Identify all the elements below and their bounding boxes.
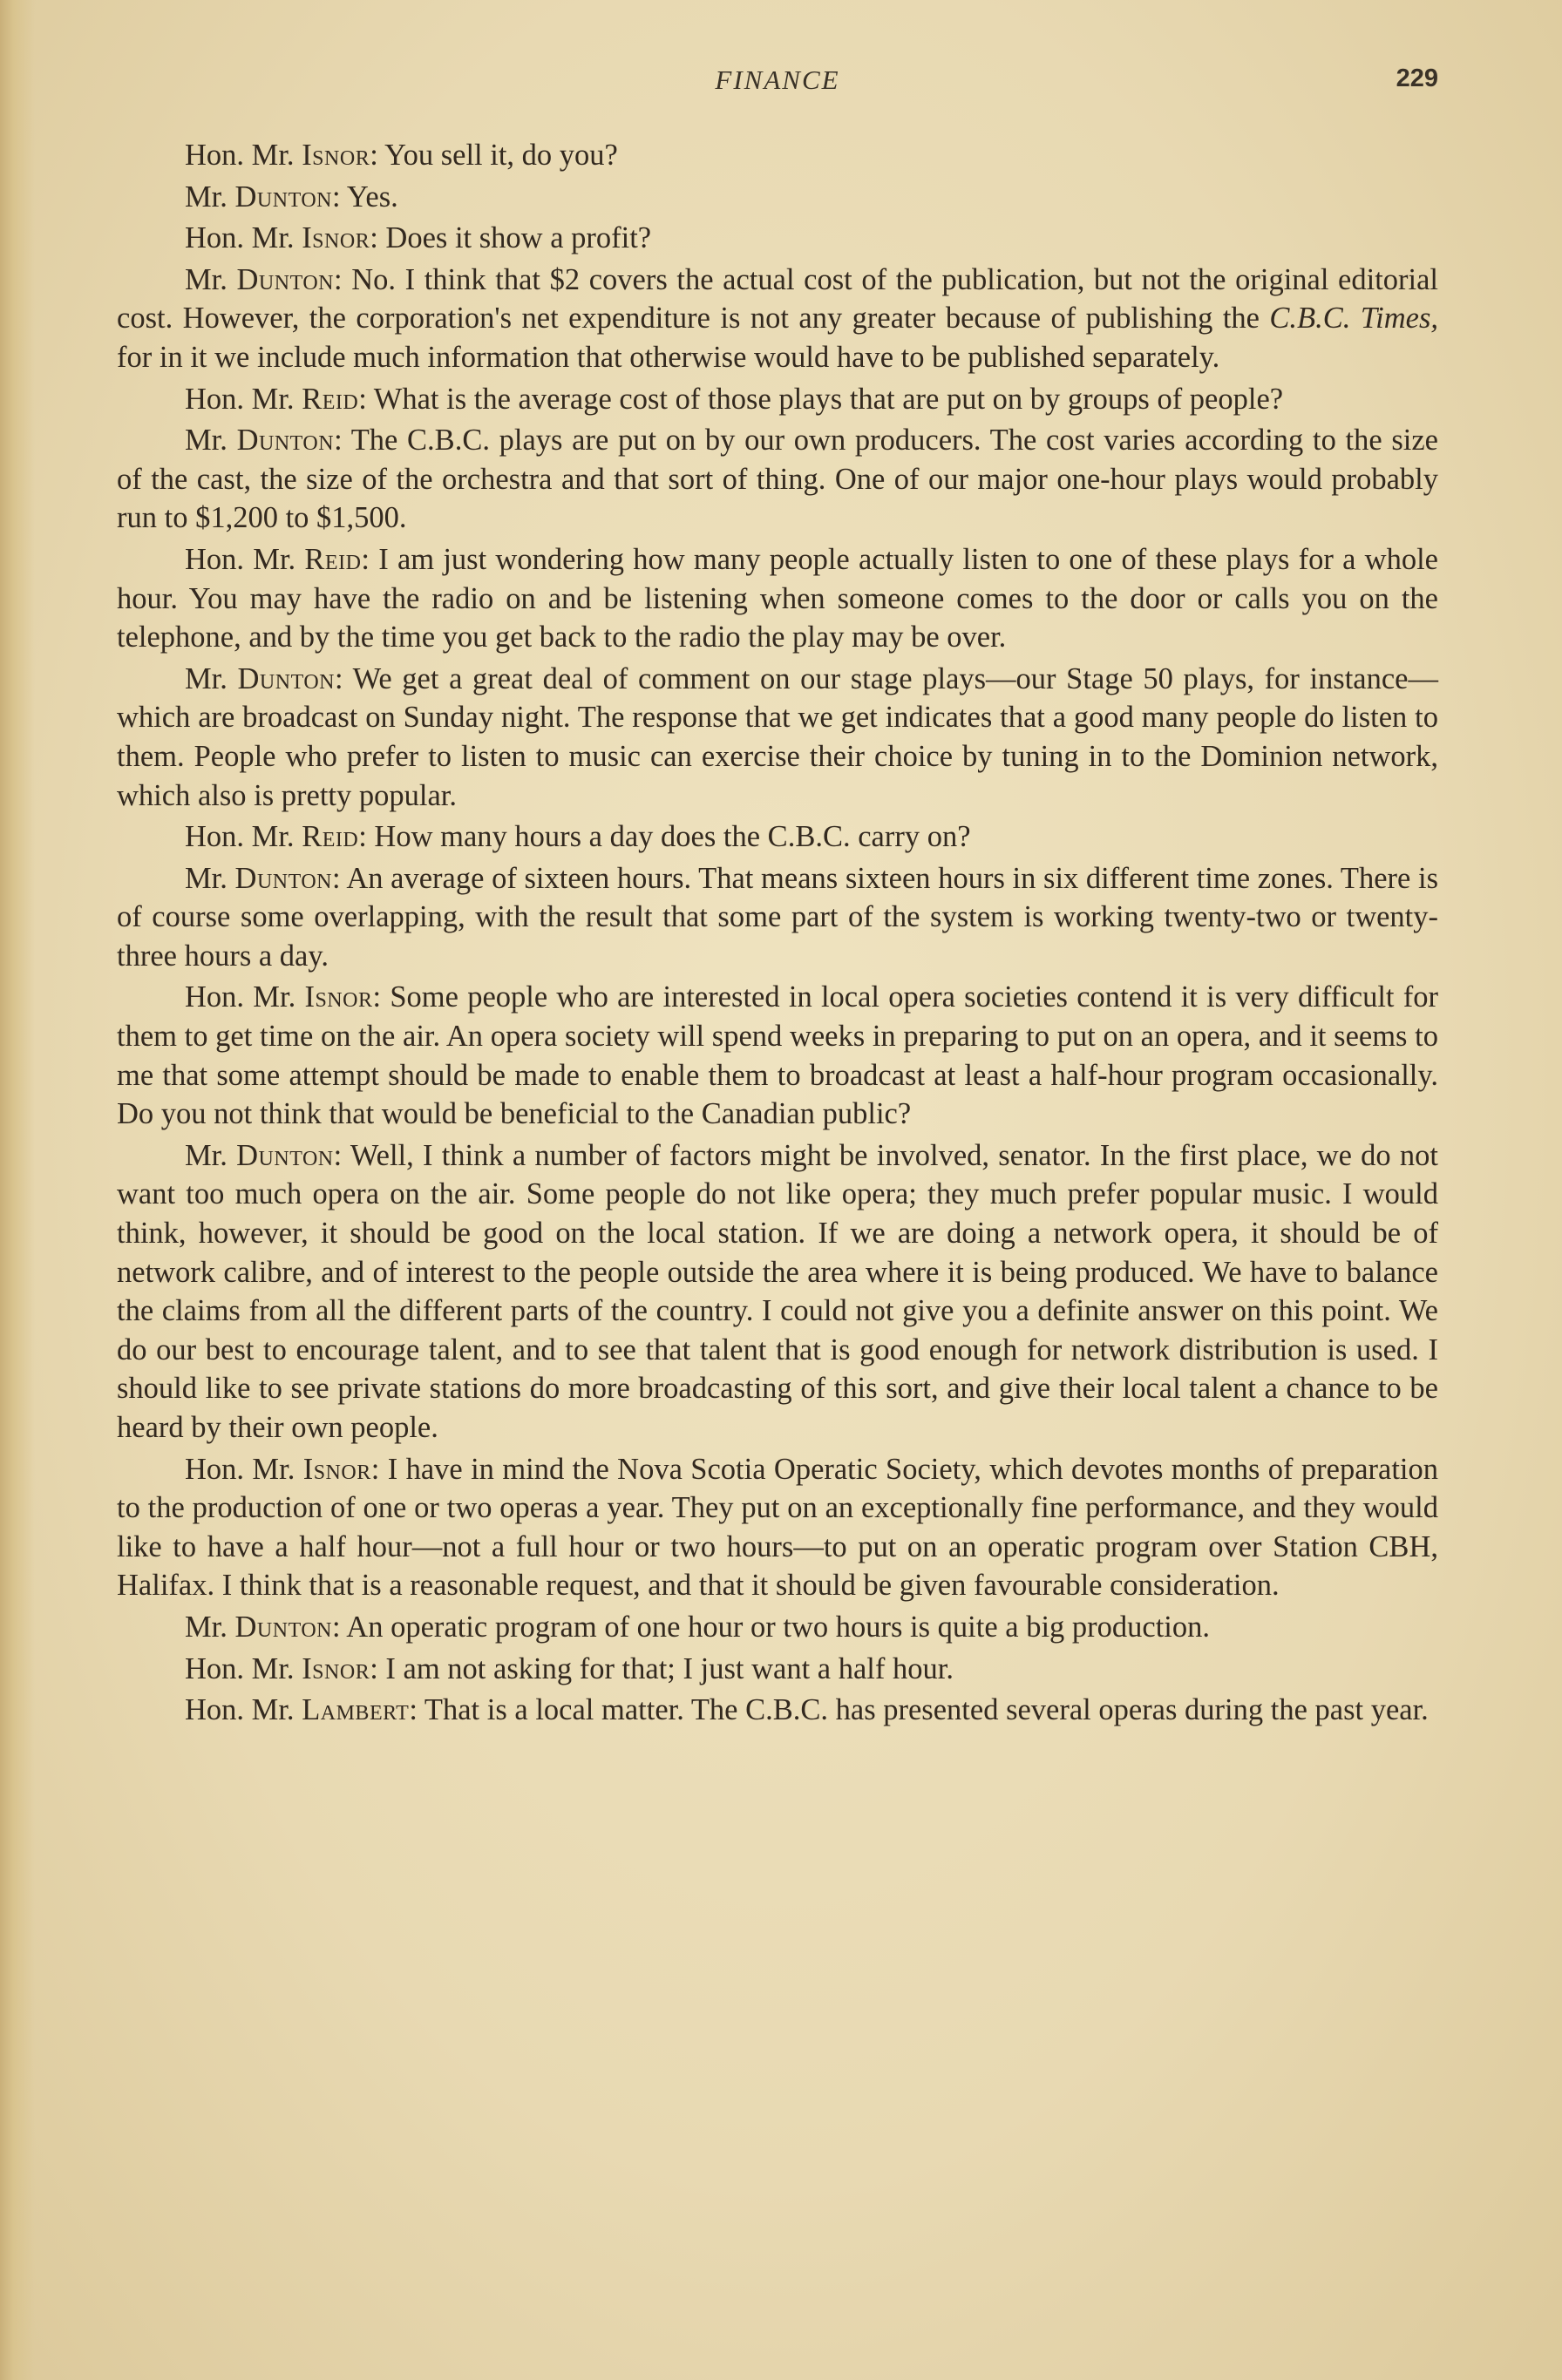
paragraph-text: : What is the average cost of those plays that are put on by groups of people? <box>358 382 1284 416</box>
page-number: 229 <box>1396 64 1438 92</box>
paragraph-text: : I am just wondering how many people actually listen to one of these plays for a whole hour. You may have the radio on and be listening when someone comes to the door or calls you on the telephone, and by the time you get back to the radio the play may be over. <box>117 542 1438 654</box>
speaker-name: Dunton <box>234 1610 332 1644</box>
paragraph <box>117 178 1438 217</box>
speaker-title: Mr. <box>185 180 235 214</box>
paragraph-text: : Well, I think a number of factors might be involved, senator. In the first place, we do not want too much opera on the air. Some people do not like opera; they much prefer popular music. I would think, however, it should be good on the local station. If we are doing a network opera, it should be of network calibre, and of interest to the people outside the area where it is being produced. We have to balance the claims from all the different parts of the country. I could not give you a definite answer on this point. We do our best to encourage talent, and to see that talent that is good enough for network distribution is used. I should like to see private stations do more broadcasting of this sort, and give their local talent a chance to be heard by their own people. <box>117 1138 1439 1444</box>
speaker-name: Dunton <box>236 424 335 458</box>
speaker-name: Reid <box>302 382 359 416</box>
paragraph-text: : Yes. <box>332 180 398 214</box>
speaker-name: Isnor <box>302 221 370 255</box>
speaker-name: Reid <box>304 542 362 576</box>
speaker-title: Hon. Mr. <box>185 542 305 576</box>
speaker-title: Mr. <box>185 661 238 695</box>
paragraph <box>117 261 1438 377</box>
speaker-name: Dunton <box>236 1138 334 1172</box>
transcript-body <box>117 136 1438 1732</box>
speaker-title: Hon. Mr. <box>185 1452 303 1486</box>
speaker-name: Dunton <box>234 861 333 895</box>
paragraph-text: : How many hours a day does the C.B.C. carry on? <box>358 820 971 854</box>
paragraph <box>117 380 1438 419</box>
paragraph <box>117 817 1438 857</box>
paragraph <box>117 1450 1438 1605</box>
paragraph <box>117 1650 1438 1689</box>
paragraph <box>117 540 1438 657</box>
speaker-name: Isnor <box>302 1651 370 1685</box>
paragraph <box>117 136 1438 175</box>
speaker-title: Hon. Mr. <box>185 1651 302 1685</box>
paragraph <box>117 1691 1438 1730</box>
speaker-name: Reid <box>302 820 359 854</box>
paragraph <box>117 660 1438 815</box>
paragraph-text: : Does it show a profit? <box>370 221 652 255</box>
paragraph <box>117 1608 1438 1647</box>
paragraph-text: : Some people who are interested in local opera societies contend it is very difficult for them to get time on the air. An opera society will spend weeks in preparing to put on an opera, and it seems to me that some attempt should be made to enable them to broadcast at least a half-hour program occasionally. Do you not think that would be beneficial to the Canadian public? <box>117 980 1438 1131</box>
paragraph-text: : The C.B.C. plays are put on by our own producers. The cost varies according to the size of the cast, the size of the orchestra and that sort of thing. One of our major one-hour plays would probably run to $1,200 to $1,500. <box>117 424 1438 535</box>
paragraph-text: : An operatic program of one hour or two hours is quite a big production. <box>332 1610 1211 1644</box>
speaker-name: Dunton <box>236 262 334 296</box>
speaker-title: Mr. <box>185 1138 237 1172</box>
speaker-title: Hon. Mr. <box>185 139 302 172</box>
paragraph <box>117 1136 1438 1448</box>
page-binding-edge <box>0 0 35 2380</box>
speaker-name: Dunton <box>237 661 335 695</box>
speaker-title: Mr. <box>185 861 235 895</box>
paragraph <box>117 219 1438 258</box>
speaker-title: Hon. Mr. <box>185 221 302 255</box>
publication-title: C.B.C. Times, <box>1269 302 1438 336</box>
paragraph-text: : I have in mind the Nova Scotia Operatic Society, which devotes months of preparation to the production of one or two operas a year. They put on an exceptionally fine performance, and they would like to have a half hour—not a full hour or two hours—to put on an operatic program over Station CBH, Halifax. I think that is a reasonable request, and that it should be given favourable consideration. <box>117 1452 1438 1603</box>
speaker-name: Isnor <box>302 139 370 172</box>
paragraph <box>117 859 1438 976</box>
speaker-title: Mr. <box>185 424 237 458</box>
running-head <box>117 64 1438 103</box>
paragraph-text: : No. I think that $2 covers the actual cost of the publication, but not the original editorial cost. However, the corporation's net expenditure is not any greater because of publishing the <box>117 262 1438 336</box>
speaker-title: Mr. <box>185 262 237 296</box>
speaker-title: Mr. <box>185 1610 235 1644</box>
speaker-name: Dunton <box>234 180 332 214</box>
paragraph <box>117 421 1438 538</box>
speaker-title: Hon. Mr. <box>185 820 302 854</box>
paragraph <box>117 978 1438 1133</box>
paragraph-text: : I am not asking for that; I just want a half hour. <box>370 1651 954 1685</box>
paragraph-text: : That is a local matter. The C.B.C. has presented several operas during the past year. <box>409 1693 1429 1727</box>
speaker-title: Hon. Mr. <box>185 980 305 1014</box>
running-title: FINANCE <box>715 64 840 95</box>
paragraph-text-continued: for in it we include much information that otherwise would have to be published separately. <box>117 340 1220 374</box>
paragraph-text: : An average of sixteen hours. That means sixteen hours in six different time zones. There is of course some overlapping, with the result that some part of the system is working twenty-two or twenty-three hours a day. <box>117 861 1439 973</box>
speaker-name: Isnor <box>304 980 373 1014</box>
speaker-title: Hon. Mr. <box>185 382 302 416</box>
paragraph-text: : We get a great deal of comment on our stage plays—our Stage 50 plays, for instance—which are broadcast on Sunday night. The response that we get indicates that a good many people do listen to them. People who prefer to listen to music can exercise their choice by tuning in to the Dominion network, which also is pretty popular. <box>117 661 1438 812</box>
speaker-name: Lambert <box>302 1693 410 1727</box>
paragraph-text: : You sell it, do you? <box>370 139 618 172</box>
speaker-name: Isnor <box>302 1452 371 1486</box>
speaker-title: Hon. Mr. <box>185 1693 302 1727</box>
